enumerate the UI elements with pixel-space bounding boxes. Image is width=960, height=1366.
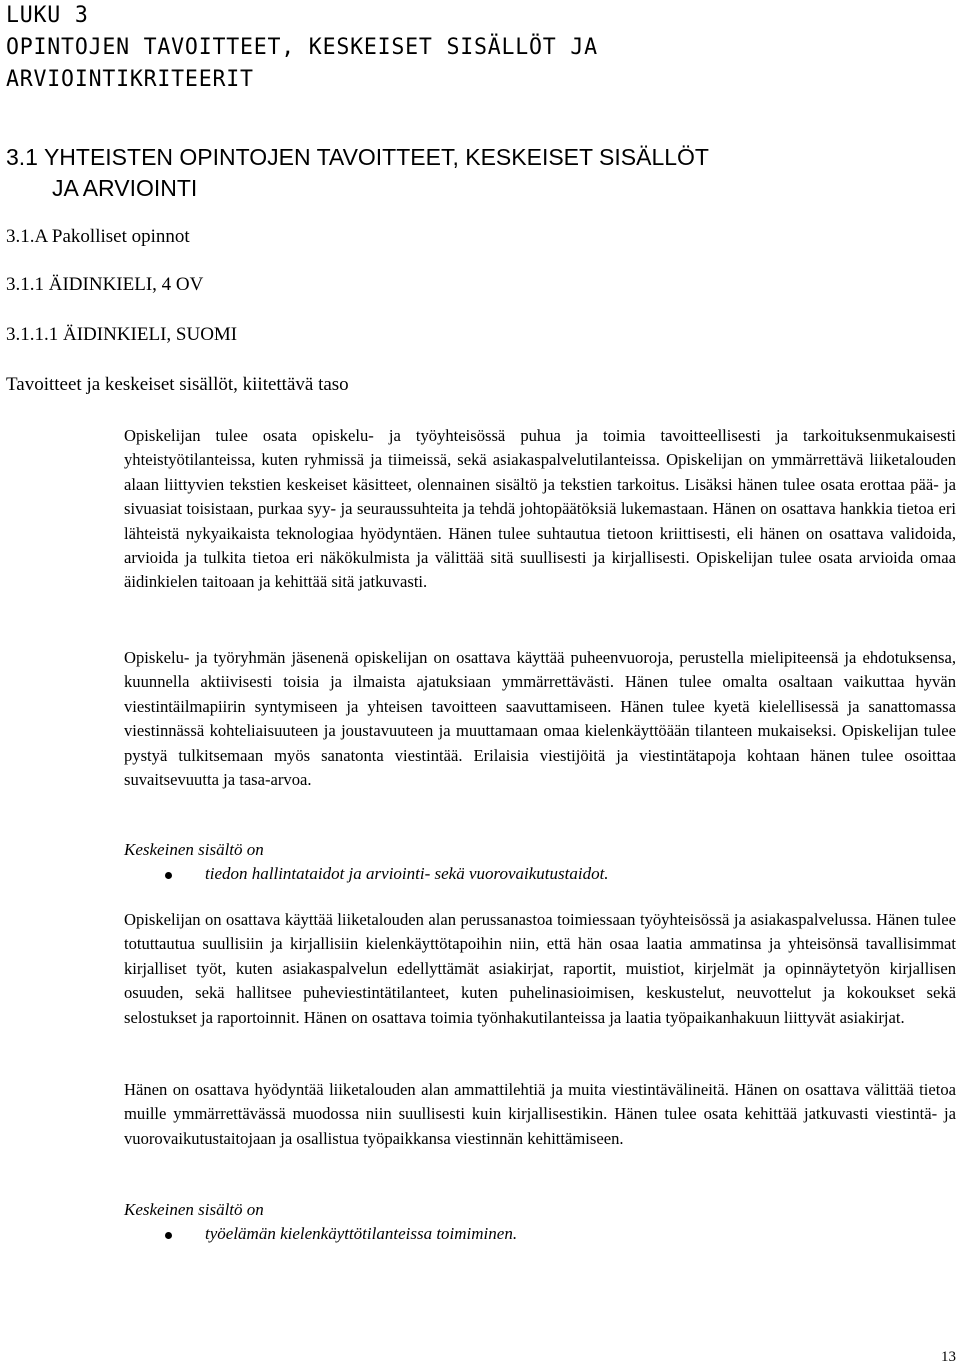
paragraph-1-text: Opiskelijan tulee osata opiskelu- ja työyhteisössä puhua ja toimia tavoitteellisesti ja tarkoituksenmukaisesti yhteistyötilanteissa, kuten ryhmissä ja tiimeissä, sekä asiakaspalvelutilanteissa. Opiskelijan on ymmärrettävä liiketalouden alaan liittyvien tekstien keskeiset käsitteet, olennainen sisältö ja tekstien tarkoitus. Lisäksi hänen tulee osata erottaa pää- ja sivuasiat toisistaan, purkaa syy- ja seuraussuhteita ja tehdä johtopäätöksiä lukemastaan. Hänen on osattava hankkia tietoa eri lähteistä nykyaikaista teknologiaa hyödyntäen. Hänen tulee suhtautua tietoon kriittisesti, eli hänen on osattava validoida, arvioida ja tulkita tietoa eri näkökulmista ja välittää sitä suullisesti ja kirjallisesti. Opiskelijan tulee osata arvioida omaa äidinkielen taitoaan ja kehittää sitä jatkuvasti.	[124, 426, 956, 592]
paragraph-2	[124, 646, 956, 792]
core-content-heading-2: Keskeinen sisältö on	[124, 1200, 264, 1219]
bullet-icon	[165, 872, 172, 879]
subsection-mother-tongue-finnish: 3.1.1.1 ÄIDINKIELI, SUOMI	[6, 324, 238, 345]
core-content-bullet-2-text: työelämän kielenkäyttötilanteissa toimiminen.	[205, 1224, 518, 1243]
paragraph-2-text: Opiskelu- ja työryhmän jäsenenä opiskelijan on osattava käyttää puheenvuoroja, perustella mielipiteensä ja ehdotuksensa, kuunnella aktiivisesti toisia ja ilmaista ajatuksiaan ymmärrettävästi. Hänen tulee omalta osaltaan vaikuttaa hyvän viestintäilmapiirin syntymiseen ja yhteisen tavoitteen saavuttamiseen. Hänen tulee kyetä kielellisessä ja sanattomassa viestinnässä kohteliaisuuteen ja joustavuuteen ja muuttamaan omaa kielenkäyttöään tilanteen mukaiseksi. Opiskelijan tulee pystyä tulkitsemaan myös sanatonta viestintää. Erilaisia viestijöitä ja viestintätapoja kohtaan hänen tulee osoittaa suvaitsevuutta ja tasa-arvoa.	[124, 648, 956, 790]
chapter-heading	[6, 0, 598, 96]
paragraph-1	[124, 424, 956, 595]
bullet-icon	[165, 1232, 172, 1239]
core-content-bullet-1	[160, 862, 609, 886]
core-content-bullet-2	[160, 1222, 517, 1246]
section-title-line-1: 3.1 YHTEISTEN OPINTOJEN TAVOITTEET, KESKEISET SISÄLLÖT	[6, 144, 709, 170]
paragraph-3	[124, 908, 956, 1030]
chapter-title-line-2: ARVIOINTIKRITEERIT	[6, 67, 254, 92]
paragraph-3-text: Opiskelijan on osattava käyttää liiketalouden alan perussanastoa toimiessaan työyhteisössä ja asiakaspalvelussa. Hänen tulee totuttautua suullisiin ja kirjallisiin kielenkäyttötapoihin niin, että hän osaa laatia ammatinsa ja yhteisönsä tavallisimmat kirjalliset työt, kuten asiakaspalvelun edellyttämät asiakirjat, raportit, muistiot, kirjelmät ja opinnäytetyön kirjallisen osuuden, sekä hallitsee puheviestintätilanteet, kuten puhelinasioimisen, keskustelut, neuvottelut ja kokoukset sekä selostukset ja raportoinnit. Hänen on osattava toimia työnhakutilanteissa ja laatia työpaikanhakuun liittyvät asiakirjat.	[124, 910, 956, 1027]
paragraph-4	[124, 1078, 956, 1151]
subsection-mother-tongue: 3.1.1 ÄIDINKIELI, 4 OV	[6, 274, 204, 295]
section-title-line-2: JA ARVIOINTI	[52, 175, 198, 201]
page-number: 13	[941, 1349, 956, 1365]
core-content-heading-1: Keskeinen sisältö on	[124, 840, 264, 859]
chapter-number: LUKU 3	[6, 3, 89, 28]
core-content-bullet-1-text: tiedon hallintataidot ja arviointi- sekä vuorovaikutustaidot.	[205, 864, 609, 883]
section-heading	[6, 142, 709, 204]
subsection-compulsory: 3.1.A Pakolliset opinnot	[6, 226, 190, 247]
paragraph-4-text: Hänen on osattava hyödyntää liiketalouden alan ammattilehtiä ja muita viestintävälineitä. Hänen on osattava välittää tietoa muille ymmärrettävässä muodossa niin suullisesti kuin kirjallisestikin. Hänen tulee osata kehittää jatkuvasti viestintä- ja vuorovaikutustaitojaan ja osallistua työpaikkansa viestinnän kehittämiseen.	[124, 1080, 956, 1148]
goals-heading: Tavoitteet ja keskeiset sisällöt, kiitettävä taso	[6, 374, 349, 395]
chapter-title-line-1: OPINTOJEN TAVOITTEET, KESKEISET SISÄLLÖT JA	[6, 35, 598, 60]
